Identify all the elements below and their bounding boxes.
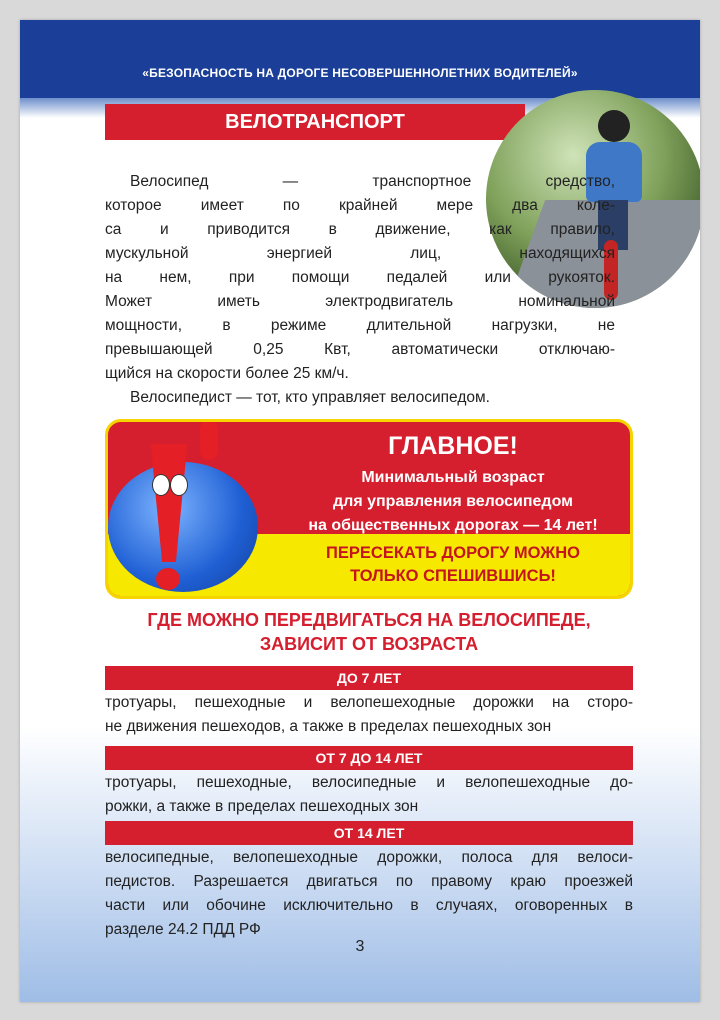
page-number: 3 (355, 938, 365, 955)
cyclist-definition: Велосипедист — тот, кто управляет велосипедом. (130, 389, 490, 406)
header-title: «БЕЗОПАСНОСТЬ НА ДОРОГЕ НЕСОВЕРШЕННОЛЕТНИХ ВОДИТЕЛЕЙ» (142, 66, 578, 80)
age-section-heading: ГДЕ МОЖНО ПЕРЕДВИГАТЬСЯ НА ВЕЛОСИПЕДЕ, ЗАВИСИТ ОТ ВОЗРАСТА (147, 610, 591, 654)
age-bar-7-to-14: ОТ 7 ДО 14 ЛЕТ (105, 746, 633, 770)
age-text-7-to-14: тротуары, пешеходные, велосипедные и велопешеходные до- рожки, а также в пределах пешеходных зон (105, 774, 633, 815)
age-text-over-14: велосипедные, велопешеходные дорожки, полоса для велоси- педистов. Разрешается двигаться по правому краю проезжей части или обочине исключительно в случаях, оговоренных в разделе 24.2 ПДД РФ (105, 849, 633, 938)
definition-line: которое имеет по крайней мере два коле- (105, 197, 615, 214)
definition-line: щийся на скорости более 25 км/ч. (105, 365, 349, 382)
mascot-eye (170, 474, 188, 496)
main-alert-box (105, 419, 633, 599)
definition-line: Может иметь электродвигатель номинальной (105, 293, 615, 310)
definition-line: на нем, при помощи педалей или рукояток. (105, 269, 615, 286)
definition-line: мускульной энергией лиц, находящихся (105, 245, 615, 262)
definition-line: превышающей 0,25 Квт, автоматически отключаю- (105, 341, 615, 358)
pointing-finger-icon (200, 420, 218, 460)
header-band (20, 20, 700, 98)
section-title: ВЕЛОТРАНСПОРТ (105, 104, 525, 140)
definition-line: са и приводится в движение, как правило, (105, 221, 615, 238)
booklet-page (20, 20, 700, 1002)
alert-warning-text: ПЕРЕСЕКАТЬ ДОРОГУ МОЖНО ТОЛЬКО СПЕШИВШИСЬ! (326, 544, 580, 585)
age-bar-under-7: ДО 7 ЛЕТ (105, 666, 633, 690)
alert-heading: ГЛАВНОЕ! (388, 432, 518, 460)
definition-paragraph (105, 170, 615, 410)
age-bar-over-14: ОТ 14 ЛЕТ (105, 821, 633, 845)
mascot-eye (152, 474, 170, 496)
alert-text: Минимальный возраст для управления велосипедом на общественных дорогах — 14 лет! (308, 469, 598, 534)
definition-line: Велосипед — транспортное средство, (130, 173, 615, 190)
age-text-under-7: тротуары, пешеходные и велопешеходные дорожки на сторо- не движения пешеходов, а также в пределах пешеходных зон (105, 694, 633, 735)
definition-line: мощности, в режиме длительной нагрузки, не (105, 317, 615, 334)
